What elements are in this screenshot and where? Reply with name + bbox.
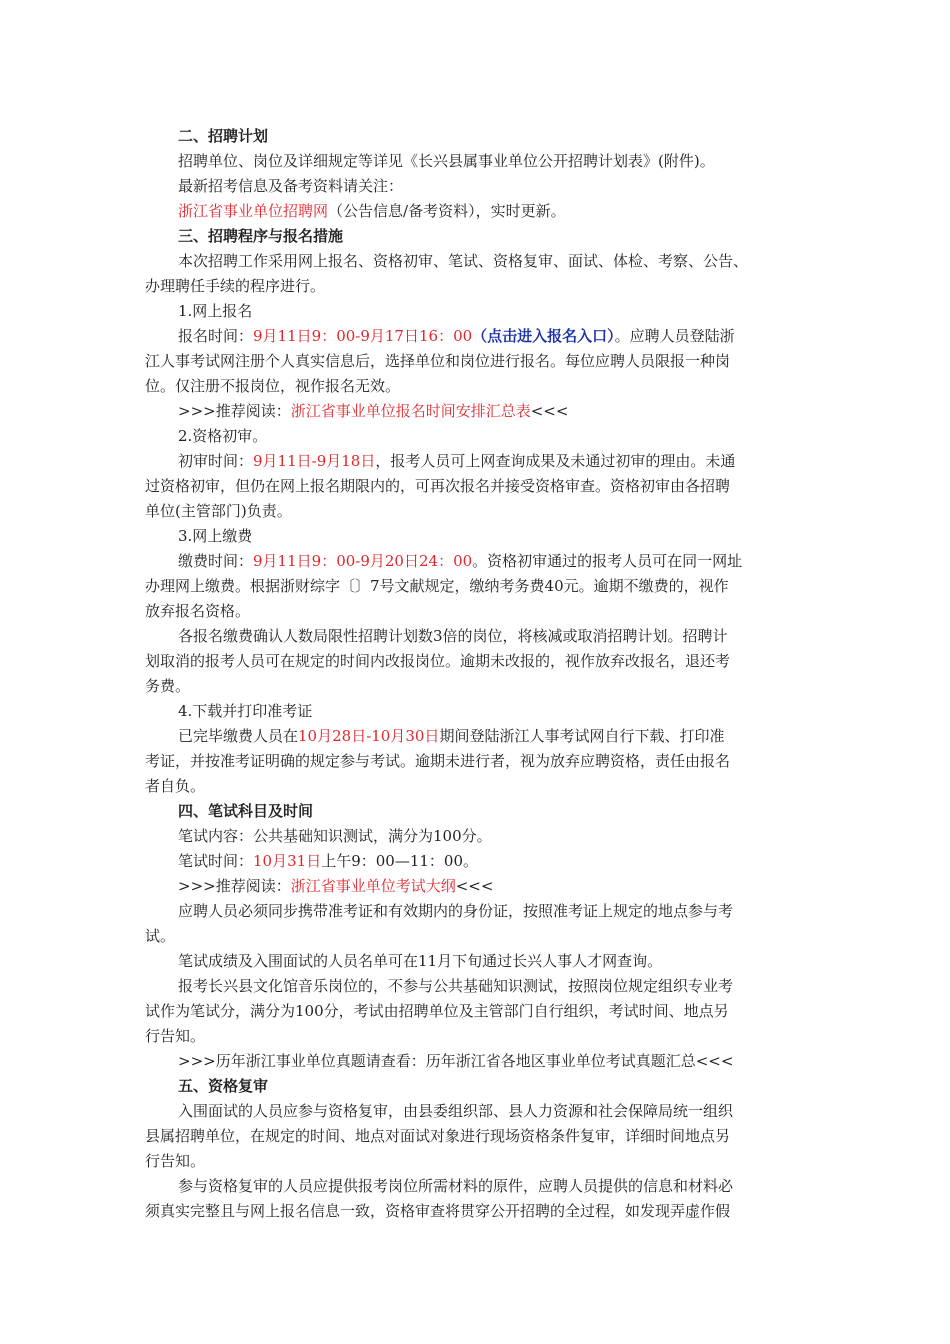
section-4-paragraph-2: 笔试成绩及入围面试的人员名单可在11月下旬通过长兴人事人才网查询。 (178, 952, 663, 970)
section-4-paragraph-3-line-2: 试作为笔试分，满分为100分，考试由招聘单位及主管部门自行组织，考试时间、地点另 (145, 1002, 729, 1020)
step-2-title: 2.资格初审。 (178, 427, 268, 445)
section-5-paragraph-1-line-3: 行告知。 (145, 1152, 206, 1170)
section-4-paragraph-1-line-1: 应聘人员必须同步携带准考证和有效期内的身份证，按照准考证上规定的地点参与考 (178, 902, 734, 920)
recruitment-site-link[interactable]: 浙江省事业单位招聘网 (178, 202, 329, 220)
step-1-line-1: 报名时间：9月11日9：00-9月17日16：00（点击进入报名入口）。应聘人员登陆浙 (178, 327, 735, 345)
step-3-line-1: 缴费时间：9月11日9：00-9月20日24：00。资格初审通过的报考人员可在同一网址 (178, 552, 743, 570)
step-2-line-2: 过资格初审，但仍在网上报名期限内的，可再次报名并接受资格审查。资格初审由各招聘 (145, 477, 731, 495)
step-1-line-3: 位。仅注册不报岗位，视作报名无效。 (145, 377, 401, 395)
section-2-paragraph-3: 浙江省事业单位招聘网（公告信息/备考资料），实时更新。 (178, 202, 566, 220)
step-3-paragraph-2-line-3: 务费。 (145, 677, 191, 695)
step-2-line-1: 初审时间：9月11日-9月18日，报考人员可上网查询成果及未通过初审的理由。未通 (178, 452, 736, 470)
step-4-line-1: 已完毕缴费人员在10月28日-10月30日期间登陆浙江人事考试网自行下载、打印准 (178, 727, 725, 745)
section-5-paragraph-2-line-1: 参与资格复审的人员应提供报考岗位所需材料的原件，应聘人员提供的信息和材料必 (178, 1177, 734, 1195)
exam-syllabus-link[interactable]: 浙江省事业单位考试大纲 (290, 877, 456, 895)
section-5-paragraph-1-line-1: 入围面试的人员应参与资格复审，由县委组织部、县人力资源和社会保障局统一组织 (178, 1102, 734, 1120)
section-2-paragraph-1: 招聘单位、岗位及详细规定等详见《长兴县属事业单位公开招聘计划表》(附件)。 (178, 152, 715, 170)
step-1-line-2: 江人事考试网注册个人真实信息后，选择单位和岗位进行报名。每位应聘人员限报一种岗 (145, 352, 731, 370)
step-4-line-3: 者自负。 (145, 777, 206, 795)
step-1-recommend: >>>推荐阅读：浙江省事业单位报名时间安排汇总表<<< (178, 402, 569, 420)
exam-content: 笔试内容：公共基础知识测试，满分为100分。 (178, 827, 492, 845)
section-5-heading: 五、资格复审 (178, 1077, 269, 1095)
exam-time: 笔试时间：10月31日上午9：00—11：00。 (178, 852, 479, 870)
section-3-intro-line-2: 办理聘任手续的程序进行。 (145, 277, 326, 295)
registration-time: 9月11日9：00-9月17日16：00 (253, 327, 473, 345)
registration-entry-link[interactable]: （点击进入报名入口） (472, 327, 615, 345)
payment-time: 9月11日9：00-9月20日24：00 (253, 552, 473, 570)
section-4-paragraph-3-line-1: 报考长兴县文化馆音乐岗位的，不参与公共基础知识测试，按照岗位规定组织专业考 (178, 977, 734, 995)
exam-date: 10月31日 (253, 852, 322, 870)
past-exams-link[interactable]: >>>历年浙江事业单位真题请查看：历年浙江省各地区事业单位考试真题汇总<<< (178, 1052, 734, 1070)
admission-ticket-time: 10月28日-10月30日 (298, 727, 440, 745)
step-3-paragraph-2-line-2: 划取消的报考人员可在规定的时间内改报岗位。逾期未改报的，视作放弃改报名，退还考 (145, 652, 731, 670)
step-2-line-3: 单位(主管部门)负责。 (145, 502, 292, 520)
step-3-paragraph-2-line-1: 各报名缴费确认人数局限性招聘计划数3倍的岗位，将核减或取消招聘计划。招聘计 (178, 627, 728, 645)
section-4-recommend: >>>推荐阅读：浙江省事业单位考试大纲<<< (178, 877, 494, 895)
section-3-heading: 三、招聘程序与报名措施 (178, 227, 344, 245)
document-body (145, 124, 805, 1224)
section-4-heading: 四、笔试科目及时间 (178, 802, 314, 820)
step-3-title: 3.网上缴费 (178, 527, 253, 545)
section-2-paragraph-2: 最新招考信息及备考资料请关注： (178, 177, 404, 195)
section-3-intro-line-1: 本次招聘工作采用网上报名、资格初审、笔试、资格复审、面试、体检、考察、公告、 (178, 252, 749, 270)
review-time: 9月11日-9月18日 (253, 452, 376, 470)
step-3-line-2: 办理网上缴费。根据浙财综字〔〕7号文献规定，缴纳考务费40元。逾期不缴费的，视作 (145, 577, 729, 595)
registration-schedule-link[interactable]: 浙江省事业单位报名时间安排汇总表 (290, 402, 531, 420)
section-5-paragraph-2-line-2: 须真实完整且与网上报名信息一致，资格审查将贯穿公开招聘的全过程，如发现弄虚作假 (145, 1202, 731, 1220)
section-2-heading: 二、招聘计划 (178, 127, 269, 145)
step-1-title: 1.网上报名 (178, 302, 253, 320)
section-5-paragraph-1-line-2: 县属招聘单位，在规定的时间、地点对面试对象进行现场资格条件复审，详细时间地点另 (145, 1127, 731, 1145)
section-4-paragraph-3-line-3: 行告知。 (145, 1027, 206, 1045)
step-4-title: 4.下载并打印准考证 (178, 702, 313, 720)
step-3-line-3: 放弃报名资格。 (145, 602, 251, 620)
step-4-line-2: 考证，并按准考证明确的规定参与考试。逾期未进行者，视为放弃应聘资格，责任由报名 (145, 752, 731, 770)
section-4-paragraph-1-line-2: 试。 (145, 927, 176, 945)
